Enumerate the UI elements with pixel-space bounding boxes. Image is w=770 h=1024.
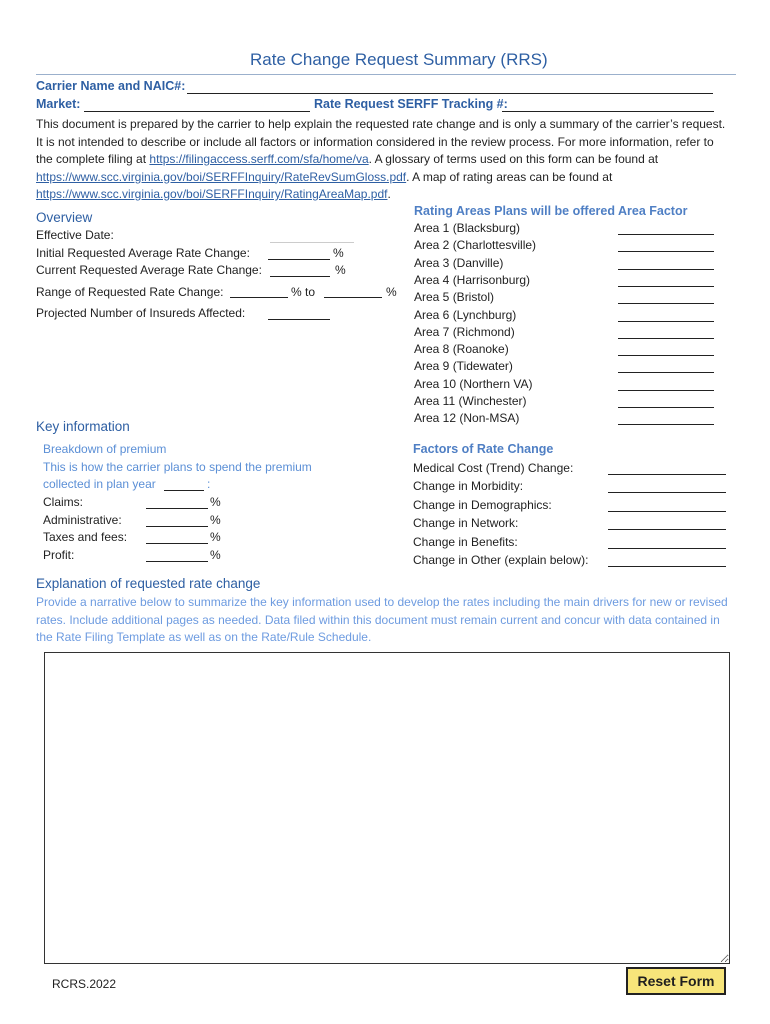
area-factor-field[interactable] — [618, 234, 714, 235]
rating-area-label: Area 1 (Blacksburg) — [414, 221, 521, 235]
factor-field[interactable] — [608, 529, 726, 530]
rating-area-label: Area 6 (Lynchburg) — [414, 307, 517, 322]
effective-date-field[interactable] — [270, 242, 354, 243]
market-field[interactable] — [84, 111, 310, 112]
area-factor-field[interactable] — [618, 355, 714, 356]
rating-area-label: Area 4 (Harrisonburg) — [414, 272, 531, 287]
rating-area-label: Area 8 (Roanoke) — [414, 342, 509, 357]
key-info-heading: Key information — [36, 419, 130, 434]
rating-area-label: Area 11 (Winchester) — [414, 394, 527, 408]
factor-field[interactable] — [608, 548, 726, 549]
initial-change-field[interactable] — [268, 259, 330, 260]
range-to-label: % to — [291, 285, 316, 299]
explanation-textarea[interactable] — [44, 652, 730, 964]
projected-label: Projected Number of Insureds Affected: — [36, 306, 246, 320]
carrier-label: Carrier Name and NAIC#: — [36, 79, 186, 93]
area-factor-field[interactable] — [618, 372, 714, 373]
admin-field[interactable] — [146, 526, 208, 527]
factor-label: Medical Cost (Trend) Change: — [413, 461, 574, 475]
collected-label: collected in plan year — [43, 477, 156, 491]
taxes-label: Taxes and fees: — [43, 530, 128, 544]
collected-colon: : — [207, 477, 211, 491]
carrier-field[interactable] — [187, 93, 713, 94]
reset-form-button[interactable]: Reset Form — [626, 967, 726, 995]
how-spend-label: This is how the carrier plans to spend the premium — [43, 460, 312, 474]
factor-label: Change in Morbidity: — [413, 479, 524, 494]
area-factor-field[interactable] — [618, 269, 714, 270]
initial-change-percent: % — [333, 246, 344, 260]
rating-area-label: Area 3 (Danville) — [414, 255, 504, 270]
area-factor-field[interactable] — [618, 407, 714, 408]
factor-field[interactable] — [608, 474, 726, 475]
area-factor-field[interactable] — [618, 424, 714, 425]
explanation-heading: Explanation of requested rate change — [36, 576, 261, 591]
plan-year-field[interactable] — [164, 490, 204, 491]
projected-field[interactable] — [268, 319, 330, 320]
admin-label: Administrative: — [43, 513, 122, 527]
current-change-label: Current Requested Average Rate Change: — [36, 263, 262, 277]
admin-percent: % — [210, 513, 221, 527]
intro-paragraph: This document is prepared by the carrier to help explain the requested rate change and is only a summary of the carrier’s request. It is not intended to describe or include all factors or information considered in the review process. For more information, refer to the complete filing at https://filingaccess.serff.com/sfa/home/va. A glossary of terms used on this form can be found at https://www.scc.virginia.gov/boi/SERFFInquiry/RateRevSumGloss.pdf. A map of rating areas can be found at https://www.scc.virginia.gov/boi/SERFFInquiry/RatingAreaMap.pdf. — [36, 117, 726, 201]
claims-label: Claims: — [43, 495, 84, 509]
area-factor-field[interactable] — [618, 251, 714, 252]
area-factor-field[interactable] — [618, 321, 714, 322]
effective-date-label: Effective Date: — [36, 228, 114, 242]
profit-label: Profit: — [43, 548, 75, 562]
rating-area-label: Area 10 (Northern VA) — [414, 376, 533, 391]
initial-change-label: Initial Requested Average Rate Change: — [36, 246, 250, 260]
factor-field[interactable] — [608, 566, 726, 567]
factor-label: Change in Benefits: — [413, 534, 518, 549]
claims-field[interactable] — [146, 508, 208, 509]
area-factor-field[interactable] — [618, 286, 714, 287]
taxes-percent: % — [210, 530, 221, 544]
range-change-label: Range of Requested Rate Change: — [36, 285, 224, 299]
profit-field[interactable] — [146, 561, 208, 562]
current-change-field[interactable] — [270, 276, 330, 277]
factor-field[interactable] — [608, 492, 726, 493]
area-factor-field[interactable] — [618, 338, 714, 339]
range-from-field[interactable] — [230, 297, 288, 298]
area-factor-field[interactable] — [618, 303, 714, 304]
rating-area-label: Area 12 (Non-MSA) — [414, 411, 520, 426]
page-title: Rate Change Request Summary (RRS) — [250, 50, 548, 69]
factor-label: Change in Network: — [413, 516, 519, 531]
glossary-link[interactable]: https://www.scc.virginia.gov/boi/SERFFInquiry/RateRevSumGloss.pdf — [36, 169, 407, 184]
rating-area-label: Area 7 (Richmond) — [414, 324, 515, 339]
overview-heading: Overview — [36, 210, 93, 225]
tracking-label: Rate Request SERFF Tracking #: — [314, 97, 508, 111]
form-code: RCRS.2022 — [52, 977, 117, 991]
current-change-percent: % — [335, 263, 346, 277]
rating-areas-heading: Rating Areas Plans will be offered — [414, 204, 615, 218]
rating-area-map-link[interactable]: https://www.scc.virginia.gov/boi/SERFFInquiry/RatingAreaMap.pdf — [36, 187, 388, 201]
claims-percent: % — [210, 495, 221, 509]
breakdown-label: Breakdown of premium — [43, 442, 167, 456]
factor-field[interactable] — [608, 511, 726, 512]
area-factor-field[interactable] — [618, 390, 714, 391]
title-divider — [36, 74, 736, 75]
area-factor-heading: Area Factor — [618, 204, 688, 218]
range-percent: % — [386, 285, 397, 299]
profit-percent: % — [210, 548, 221, 562]
rating-area-label: Area 9 (Tidewater) — [414, 359, 513, 374]
factor-label: Change in Other (explain below): — [413, 553, 589, 567]
market-label: Market: — [36, 97, 81, 111]
taxes-field[interactable] — [146, 543, 208, 544]
filing-access-link[interactable]: https://filingaccess.serff.com/sfa/home/va — [149, 152, 369, 166]
rating-area-label: Area 5 (Bristol) — [414, 290, 495, 305]
rating-area-label: Area 2 (Charlottesville) — [414, 238, 537, 253]
tracking-field[interactable] — [502, 111, 714, 112]
factors-heading: Factors of Rate Change — [413, 442, 554, 456]
factor-label: Change in Demographics: — [413, 497, 552, 512]
range-to-field[interactable] — [324, 297, 382, 298]
explanation-instructions: Provide a narrative below to summarize the key information used to develop the rates including the main drivers for new or revised rates. Include additional pages as needed. Data filed within this document must remain current and concur with data contained in the Rate Filing Template as well as on the Rate/Rule Schedule. — [36, 595, 728, 644]
